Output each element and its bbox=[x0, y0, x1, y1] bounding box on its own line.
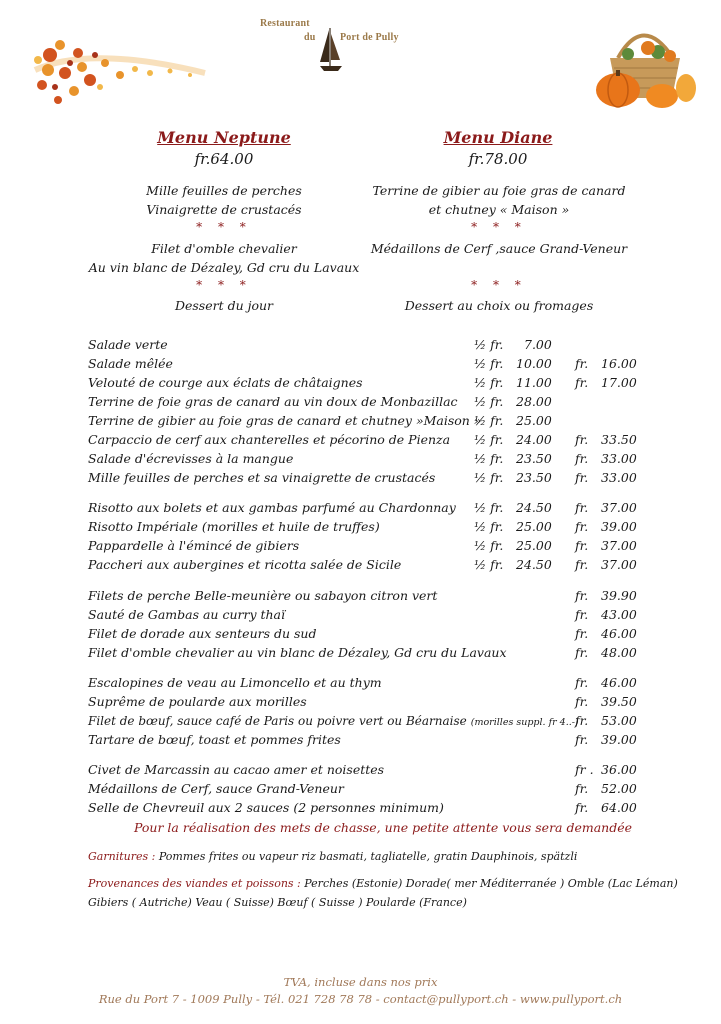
carte-item-price: 46.00 bbox=[601, 675, 637, 690]
carte-item-half: ½ fr. bbox=[474, 538, 504, 553]
carte-item-fr: fr. bbox=[575, 588, 589, 603]
carte-item-half: ½ fr. bbox=[474, 557, 504, 572]
neptune-stars-2: * * * bbox=[196, 278, 252, 292]
carte-item-fr: fr. bbox=[575, 538, 589, 553]
neptune-line-1: Mille feuilles de perches bbox=[146, 183, 302, 198]
carte-item-price: 39.50 bbox=[601, 694, 637, 709]
carte-item-fr: fr. bbox=[575, 356, 589, 371]
carte-item-fr: fr. bbox=[575, 500, 589, 515]
carte-item-fr: fr. bbox=[575, 732, 589, 747]
carte-item-price: 39.90 bbox=[601, 588, 637, 603]
carte-item-half-price: 11.00 bbox=[516, 375, 552, 390]
logo-text-du: du bbox=[304, 32, 316, 43]
neptune-line-2: Vinaigrette de crustacés bbox=[146, 202, 302, 217]
carte-item-fr: fr. bbox=[575, 626, 589, 641]
carte-item-half: ½ fr. bbox=[474, 500, 504, 515]
diane-line-4: Dessert au choix ou fromages bbox=[404, 298, 594, 313]
garnitures-label: Garnitures : bbox=[88, 850, 156, 863]
carte-item-half-price: 10.00 bbox=[516, 356, 552, 371]
carte-item-half-price: 24.50 bbox=[516, 557, 552, 572]
neptune-line-3: Filet d'omble chevalier bbox=[151, 241, 297, 256]
diane-line-1: Terrine de gibier au foie gras de canard bbox=[372, 183, 626, 198]
carte-item-fr: fr. bbox=[575, 557, 589, 572]
carte-item-price: 36.00 bbox=[601, 762, 637, 777]
carte-item-name: Filet d'omble chevalier au vin blanc de Dézaley, Gd cru du Lavaux bbox=[88, 645, 507, 660]
carte-item-fr: fr. bbox=[575, 694, 589, 709]
carte-item-half-price: 7.00 bbox=[524, 337, 552, 352]
carte-item-fr: fr. bbox=[575, 607, 589, 622]
garnitures-text: Pommes frites ou vapeur riz basmati, tagliatelle, gratin Dauphinois, spätzli bbox=[158, 850, 578, 863]
carte-item-name: Velouté de courge aux éclats de châtaignes bbox=[88, 375, 363, 390]
carte-item-fr: fr. bbox=[575, 451, 589, 466]
carte-item-name: Salade d'écrevisses à la mangue bbox=[88, 451, 294, 466]
neptune-line-4: Au vin blanc de Dézaley, Gd cru du Lavaux bbox=[88, 260, 360, 275]
footer-address: Rue du Port 7 - 1009 Pully - Tél. 021 728 78 78 - contact@pullyport.ch - www.pullyport.ch bbox=[98, 992, 623, 1006]
diane-stars-2: * * * bbox=[471, 278, 527, 292]
pumpkin-basket-decoration bbox=[588, 18, 698, 110]
diane-line-2: et chutney « Maison » bbox=[428, 202, 570, 217]
carte-item-half-price: 23.50 bbox=[516, 451, 552, 466]
carte-item-half: ½ fr. bbox=[474, 356, 504, 371]
carte-item-name: Carpaccio de cerf aux chanterelles et pécorino de Pienza bbox=[88, 432, 451, 447]
carte-item-name: Suprême de poularde aux morilles bbox=[88, 694, 307, 709]
carte-item-price: 37.00 bbox=[601, 500, 637, 515]
carte-item-name: Risotto Impériale (morilles et huile de truffes) bbox=[88, 519, 380, 534]
carte-item-fr: fr. bbox=[575, 800, 589, 815]
carte-item-price: 43.00 bbox=[601, 607, 637, 622]
carte-item-price: 52.00 bbox=[601, 781, 637, 796]
carte-item-half: ½ fr. bbox=[474, 451, 504, 466]
carte-item-fr: fr. bbox=[575, 519, 589, 534]
logo-text-port: Port de Pully bbox=[340, 32, 399, 43]
carte-item-fr: fr. bbox=[575, 432, 589, 447]
carte-item-price: 37.00 bbox=[601, 538, 637, 553]
neptune-stars-1: * * * bbox=[196, 220, 252, 234]
carte-item-name: Terrine de gibier au foie gras de canard et chutney »Maison » bbox=[88, 413, 482, 428]
carte-item-name: Tartare de bœuf, toast et pommes frites bbox=[88, 732, 341, 747]
menu-diane-price: fr.78.00 bbox=[468, 150, 528, 168]
diane-stars-1: * * * bbox=[471, 220, 527, 234]
carte-item-half: ½ fr. bbox=[474, 432, 504, 447]
carte-item-price: 33.00 bbox=[601, 470, 637, 485]
footer-tva: TVA, incluse dans nos prix bbox=[283, 975, 438, 989]
menu-diane-title: Menu Diane bbox=[443, 128, 553, 147]
provenances-label: Provenances des viandes et poissons : bbox=[88, 877, 301, 890]
provenances-text-1: Perches (Estonie) Dorade( mer Méditerranée ) Omble (Lac Léman) bbox=[304, 877, 678, 890]
carte-item-name: Filet de dorade aux senteurs du sud bbox=[88, 626, 317, 641]
carte-item-name: Escalopines de veau au Limoncello et au thym bbox=[88, 675, 382, 690]
carte-item-name: Médaillons de Cerf, sauce Grand-Veneur bbox=[88, 781, 344, 796]
carte-item-fr: fr. bbox=[575, 470, 589, 485]
carte-item-fr: fr . bbox=[575, 762, 594, 777]
carte-item-name: Selle de Chevreuil aux 2 sauces (2 personnes minimum) bbox=[88, 800, 444, 815]
provenances-line-1 bbox=[88, 877, 678, 890]
carte-item-price: 53.00 bbox=[601, 713, 637, 728]
carte-item-fr: fr. bbox=[575, 645, 589, 660]
carte-item-fr: fr. bbox=[575, 675, 589, 690]
carte-item-suffix: (morilles suppl. fr 4..-) bbox=[470, 717, 579, 728]
carte-item-half-price: 24.00 bbox=[516, 432, 552, 447]
carte-item-name: Terrine de foie gras de canard au vin doux de Monbazillac bbox=[88, 394, 458, 409]
carte-item-half-price: 25.00 bbox=[516, 413, 552, 428]
carte-item-half-price: 23.50 bbox=[516, 470, 552, 485]
carte-item-fr: fr. bbox=[575, 375, 589, 390]
carte-item-fr: fr. bbox=[575, 781, 589, 796]
carte-item-name: Salade verte bbox=[88, 337, 168, 352]
diane-line-3: Médaillons de Cerf ,sauce Grand-Veneur bbox=[370, 241, 628, 256]
carte-item-name bbox=[88, 713, 579, 728]
carte-item-half: ½ fr. bbox=[474, 470, 504, 485]
carte-item-half: ½ fr. bbox=[474, 394, 504, 409]
carte-item-half-price: 24.50 bbox=[516, 500, 552, 515]
carte-item-price: 39.00 bbox=[601, 519, 637, 534]
carte-item-price: 33.00 bbox=[601, 451, 637, 466]
menu-neptune-price: fr.64.00 bbox=[194, 150, 254, 168]
carte-item-name: Paccheri aux aubergines et ricotta salée de Sicile bbox=[88, 557, 402, 572]
carte-item-name: Mille feuilles de perches et sa vinaigrette de crustacés bbox=[88, 470, 436, 485]
carte-item-half: ½ fr. bbox=[474, 375, 504, 390]
logo-text-restaurant: Restaurant bbox=[260, 18, 310, 29]
carte-item-half: ½ fr. bbox=[474, 337, 504, 352]
carte-item-price: 37.00 bbox=[601, 557, 637, 572]
carte-item-name: Civet de Marcassin au cacao amer et noisettes bbox=[88, 762, 385, 777]
carte-item-half-price: 28.00 bbox=[516, 394, 552, 409]
neptune-line-5: Dessert du jour bbox=[174, 298, 274, 313]
carte-item-fr: fr. bbox=[575, 713, 589, 728]
carte-item-price: 17.00 bbox=[601, 375, 637, 390]
carte-item-price: 46.00 bbox=[601, 626, 637, 641]
provenances-line-2: Gibiers ( Autriche) Veau ( Suisse) Bœuf ( Suisse ) Poularde (France) bbox=[88, 896, 467, 909]
carte-item-name: Salade mêlée bbox=[88, 356, 173, 371]
carte-item-half: ½ fr. bbox=[474, 413, 504, 428]
carte-item-name: Sauté de Gambas au curry thaï bbox=[88, 607, 286, 622]
carte-item-name: Filets de perche Belle-meunière ou sabayon citron vert bbox=[88, 588, 438, 603]
garnitures-line bbox=[88, 850, 577, 863]
carte-item-name: Pappardelle à l'émincé de gibiers bbox=[88, 538, 300, 553]
carte-item-half: ½ fr. bbox=[474, 519, 504, 534]
menu-neptune-title: Menu Neptune bbox=[157, 128, 291, 147]
autumn-leaves-decoration bbox=[30, 25, 210, 110]
carte-item-half-price: 25.00 bbox=[516, 519, 552, 534]
carte-item-name-text: Filet de bœuf, sauce café de Paris ou poivre vert ou Béarnaise bbox=[88, 714, 467, 728]
carte-item-price: 33.50 bbox=[601, 432, 637, 447]
chasse-note: Pour la réalisation des mets de chasse, une petite attente vous sera demandée bbox=[134, 820, 633, 835]
carte-item-price: 16.00 bbox=[601, 356, 637, 371]
carte-item-price: 48.00 bbox=[601, 645, 637, 660]
carte-item-price: 64.00 bbox=[601, 800, 637, 815]
sailboat-logo-icon bbox=[318, 26, 344, 76]
carte-item-name: Risotto aux bolets et aux gambas parfumé au Chardonnay bbox=[88, 500, 456, 515]
carte-item-half-price: 25.00 bbox=[516, 538, 552, 553]
carte-item-price: 39.00 bbox=[601, 732, 637, 747]
